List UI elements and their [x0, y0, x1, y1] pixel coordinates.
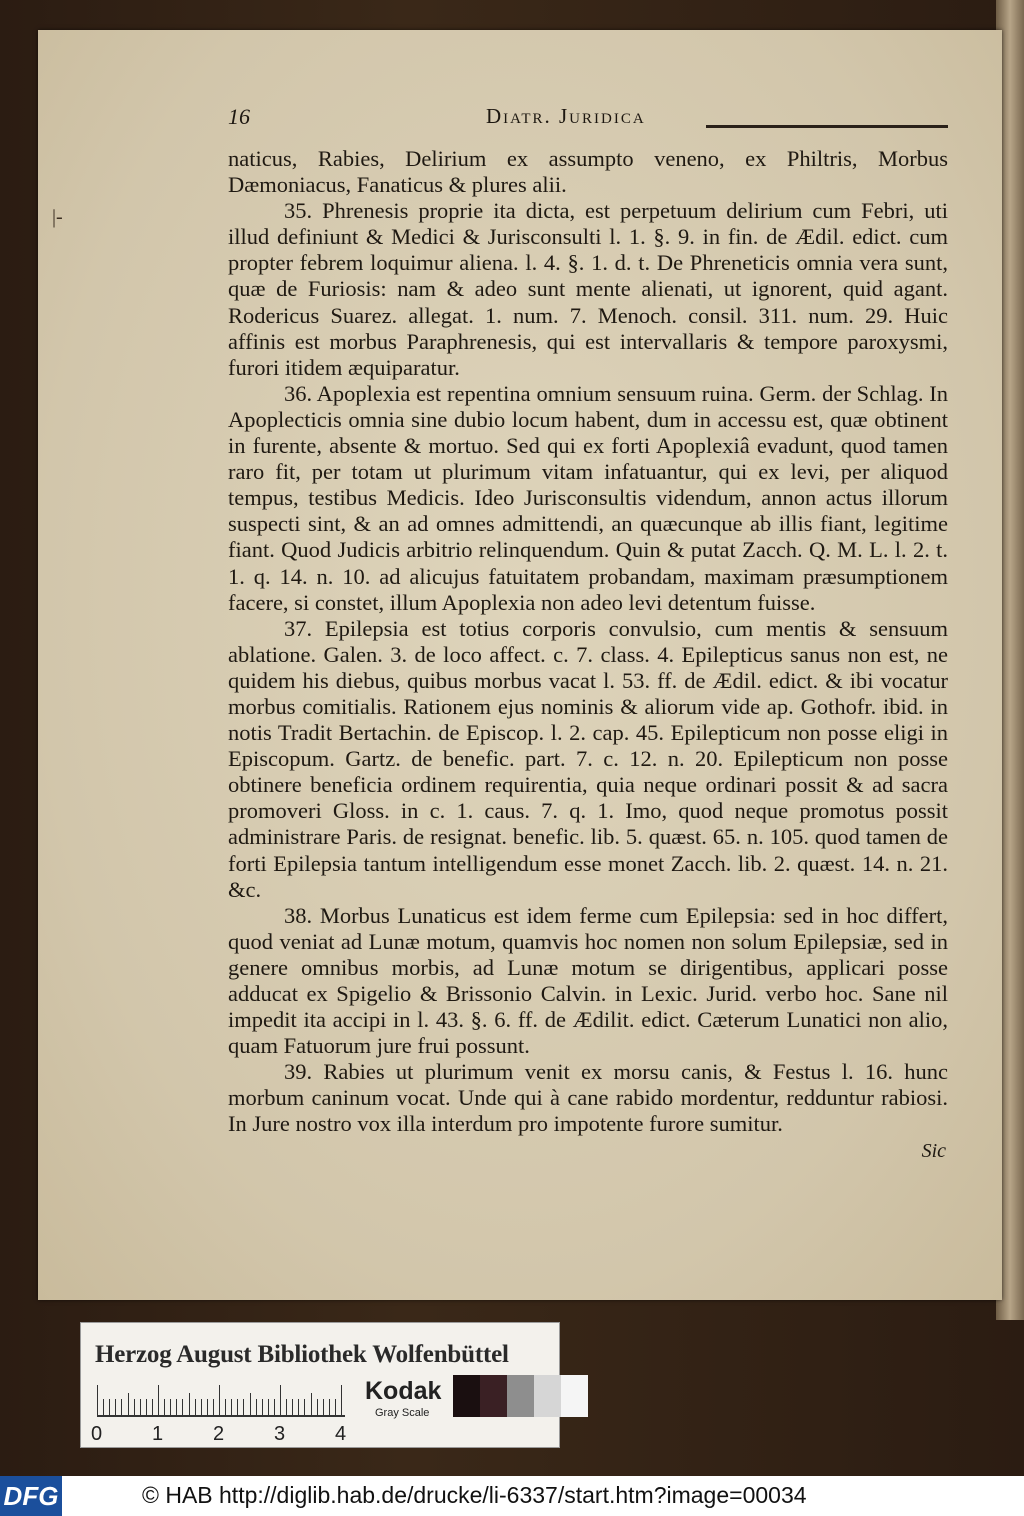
gray-scale-label: Gray Scale: [375, 1407, 430, 1419]
ruler-tick: [292, 1399, 293, 1415]
gray-swatch: [453, 1375, 480, 1417]
ruler-tick: [341, 1385, 342, 1415]
ruler-label: 2: [213, 1423, 225, 1445]
ruler-tick: [213, 1399, 214, 1415]
ruler-tick: [146, 1399, 147, 1415]
ruler-tick: [189, 1393, 190, 1415]
ruler-tick: [250, 1393, 251, 1415]
body-text: [228, 146, 948, 1138]
library-name: Herzog August Bibliothek Wolfenbüttel: [95, 1341, 509, 1368]
ruler-tick: [97, 1385, 98, 1415]
ruler-tick: [201, 1399, 202, 1415]
ruler-tick: [243, 1399, 244, 1415]
ruler-tick: [109, 1399, 110, 1415]
ruler-tick: [170, 1399, 171, 1415]
footer-bar: [0, 1476, 1024, 1516]
ruler-tick: [329, 1399, 330, 1415]
margin-mark: |-: [52, 206, 63, 228]
gray-swatch: [534, 1375, 561, 1417]
ruler-tick: [304, 1399, 305, 1415]
ruler-tick: [237, 1399, 238, 1415]
catchword: Sic: [921, 1140, 946, 1162]
page-number: 16: [228, 104, 250, 129]
page-header: [228, 104, 948, 134]
ruler-tick: [311, 1393, 312, 1415]
paragraph-continuation: naticus, Rabies, Delirium ex assumpto veneno, ex Philtris, Morbus Dæmoniacus, Fanaticus & plures alii.: [228, 146, 948, 198]
scale-ruler: [97, 1385, 345, 1417]
ruler-tick: [176, 1399, 177, 1415]
paragraph-35: 35. Phrenesis proprie ita dicta, est perpetuum delirium cum Febri, uti illud definiunt & Medici & Jurisconsulti l. 1. §. 9. in fin. de Ædil. edict. cum propter febrem loquimur aliena. l. 4. §. 1. d. t. De Phreneticis omnia vera sunt, quæ de Furiosis: nam & adeo sunt mente alienati, ut ignorent, quid agant. Rodericus Suarez. allegat. 1. num. 7. Menoch. consil. 311. num. 29. Huic affinis est morbus Paraphrenesis, qui est intervallaris & tempore paroxysmi, furori itidem æquiparatur.: [228, 198, 948, 380]
paragraph-37: 37. Epilepsia est totius corporis convulsio, cum mentis & sensuum ablatione. Galen. 3. de loco affect. c. 7. class. 4. Epilepticus sanus non est, ne quidem his diebus, quibus morbus vacat l. 53. ff. de Ædil. edict. & ibi vocatur morbus comitialis. Rationem ejus nominis & aliorum vide ap. Gothofr. ibid. in notis Tradit Bertachin. de Episcop. l. 2. cap. 45. Epilepticum non posse eligi in Episcopum. Gartz. de benefic. part. 7. c. 12. n. 20. Epilepticum non posse obtinere beneficia ordinem requirentia, quia neque ordinari possit & ad sacra promoveri Gloss. in c. 1. caus. 7. q. 1. Imo, quod neque promotus possit administrare Paris. de resignat. benefic. lib. 5. quæst. 65. n. 105. quod tamen de forti Epilepsia tantum intelligendum esse monet Zacch. lib. 2. quæst. 14. n. 21. &c.: [228, 615, 948, 902]
gray-scale-swatches: [453, 1375, 588, 1417]
paragraph-36: 36. Apoplexia est repentina omnium sensuum ruina. Germ. der Schlag. In Apoplecticis omnia sine dubio locum habent, dum in accessu est, quæ obtinent in furente, absente & mortuo. Sed qui ex forti Apoplexiâ evadunt, quod tamen raro fit, per totam ut plurimum vitam infatuantur, qui ex levi, per aliquod tempus, testibus Medicis. Ideo Jurisconsultis videndum, annon actus illorum suspecti sint, & an ad omnes admittendi, an quæcunque ab illis fiant, legitime fiant. Quod Judicis arbitrio relinquendum. Quin & putat Zacch. Q. M. L. l. 2. t. 1. q. 14. n. 10. ad alicujus fatuitatem probandam, maximam præsumptionem facere, si constet, illum Apoplexia non adeo levi detentum fuisse.: [228, 380, 948, 615]
ruler-tick: [335, 1399, 336, 1415]
header-rule: [706, 125, 948, 128]
ruler-tick: [256, 1399, 257, 1415]
ruler-tick: [121, 1399, 122, 1415]
dfg-logo: DFG: [0, 1476, 62, 1516]
ruler-label: 3: [274, 1423, 286, 1445]
ruler-tick: [134, 1399, 135, 1415]
paragraph-39: 39. Rabies ut plurimum venit ex morsu canis, & Festus l. 16. hunc morbum caninum vocat. Unde qui à cane rabido mordentur, redduntur rabiosi. In Jure nostro vox illa interdum pro impotente furore sumitur.: [228, 1059, 948, 1137]
library-color-card: [80, 1322, 560, 1448]
running-title: Diatr. Juridica: [486, 104, 646, 128]
ruler-tick: [274, 1399, 275, 1415]
gray-swatch: [507, 1375, 534, 1417]
ruler-labels: [91, 1423, 351, 1443]
gray-swatch: [480, 1375, 507, 1417]
ruler-tick: [195, 1399, 196, 1415]
paragraph-38: 38. Morbus Lunaticus est idem ferme cum Epilepsia: sed in hoc differt, quod veniat ad Lunæ motum, quamvis hoc nomen non solum Epilepsiæ, sed in genere omnibus morbis, ad Lunæ motum se dirigentibus, applicari posse adducat ex Spigelio & Brissonio Calvin. in Lexic. Jurid. verbo hoc. Sane nil impedit ita accipi in l. 43. §. 6. ff. de Ædilit. edict. Cæterum Lunatici non alio, quam Fatuorum jure frui possunt.: [228, 902, 948, 1059]
ruler-tick: [164, 1399, 165, 1415]
ruler-tick: [225, 1399, 226, 1415]
ruler-tick: [231, 1399, 232, 1415]
ruler-tick: [298, 1399, 299, 1415]
ruler-tick: [115, 1399, 116, 1415]
ruler-label: 0: [91, 1423, 103, 1445]
ruler-tick: [286, 1399, 287, 1415]
ruler-tick: [158, 1385, 159, 1415]
ruler-tick: [317, 1399, 318, 1415]
ruler-tick: [140, 1399, 141, 1415]
ruler-tick: [152, 1399, 153, 1415]
ruler-tick: [262, 1399, 263, 1415]
ruler-tick: [103, 1399, 104, 1415]
gray-swatch: [561, 1375, 588, 1417]
ruler-tick: [219, 1385, 220, 1415]
ruler-label: 4: [335, 1423, 347, 1445]
copyright-link[interactable]: © HAB http://diglib.hab.de/drucke/li-6337/start.htm?image=00034: [142, 1482, 807, 1508]
ruler-tick: [207, 1399, 208, 1415]
ruler-tick: [268, 1399, 269, 1415]
ruler-tick: [323, 1399, 324, 1415]
ruler-label: 1: [152, 1423, 164, 1445]
kodak-logo: Kodak: [365, 1377, 442, 1405]
ruler-tick: [280, 1385, 281, 1415]
ruler-tick: [128, 1393, 129, 1415]
ruler-tick: [182, 1399, 183, 1415]
